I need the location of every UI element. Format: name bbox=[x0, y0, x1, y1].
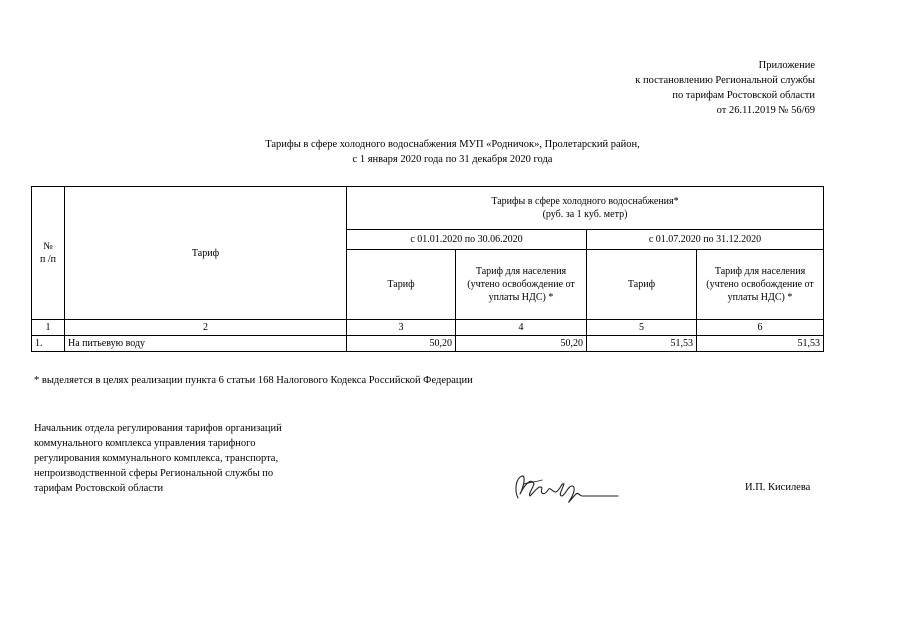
row-value: 51,53 bbox=[697, 336, 824, 352]
column-number: 1 bbox=[32, 320, 65, 336]
column-number-row bbox=[32, 320, 824, 336]
header-number: № п /п bbox=[32, 187, 65, 320]
appendix-line: Приложение bbox=[758, 60, 815, 71]
row-value: 50,20 bbox=[347, 336, 456, 352]
appendix-line: по тарифам Ростовской области bbox=[672, 90, 815, 101]
footnote: * выделяется в целях реализации пункта 6 статьи 168 Налогового Кодекса Российской Федерации bbox=[34, 375, 473, 386]
header-period-1: с 01.01.2020 по 30.06.2020 bbox=[347, 230, 587, 250]
header-col-tariff-1: Тариф bbox=[347, 250, 456, 320]
row-value: 51,53 bbox=[587, 336, 697, 352]
appendix-line: к постановлению Региональной службы bbox=[635, 75, 815, 86]
row-value: 50,20 bbox=[456, 336, 587, 352]
signer-line: Начальник отдела регулирования тарифов организаций bbox=[34, 423, 282, 434]
signer-position bbox=[34, 421, 324, 496]
column-number: 2 bbox=[65, 320, 347, 336]
header-group: Тарифы в сфере холодного водоснабжения* (руб. за 1 куб. метр) bbox=[347, 187, 824, 230]
tariff-table bbox=[31, 186, 824, 352]
signer-line: коммунального комплекса управления тарифного bbox=[34, 438, 256, 449]
header-tariff: Тариф bbox=[65, 187, 347, 320]
handwritten-signature bbox=[506, 468, 622, 508]
table-row bbox=[32, 336, 824, 352]
column-number: 6 bbox=[697, 320, 824, 336]
column-number: 4 bbox=[456, 320, 587, 336]
title-line-2: с 1 января 2020 года по 31 декабря 2020 года bbox=[352, 154, 553, 165]
column-number: 5 bbox=[587, 320, 697, 336]
column-number: 3 bbox=[347, 320, 456, 336]
row-number: 1. bbox=[32, 336, 65, 352]
document-title bbox=[0, 137, 905, 167]
title-line-1: Тарифы в сфере холодного водоснабжения МУП «Родничок», Пролетарский район, bbox=[265, 139, 640, 150]
signer-line: непроизводственной сферы Региональной службы по bbox=[34, 468, 274, 479]
header-col-population-1: Тариф для населения (учтено освобождение от уплаты НДС) * bbox=[456, 250, 587, 320]
header-period-2: с 01.07.2020 по 31.12.2020 bbox=[587, 230, 824, 250]
header-col-tariff-2: Тариф bbox=[587, 250, 697, 320]
signer-line: регулирования коммунального комплекса, транспорта, bbox=[34, 453, 279, 464]
appendix-line: от 26.11.2019 № 56/69 bbox=[716, 105, 815, 116]
appendix-header bbox=[635, 58, 815, 118]
signer-name: И.П. Кисилева bbox=[745, 482, 811, 493]
header-col-population-2: Тариф для населения (учтено освобождение от уплаты НДС) * bbox=[697, 250, 824, 320]
signer-line: тарифам Ростовской области bbox=[34, 483, 164, 494]
row-tariff-name: На питьевую воду bbox=[65, 336, 347, 352]
